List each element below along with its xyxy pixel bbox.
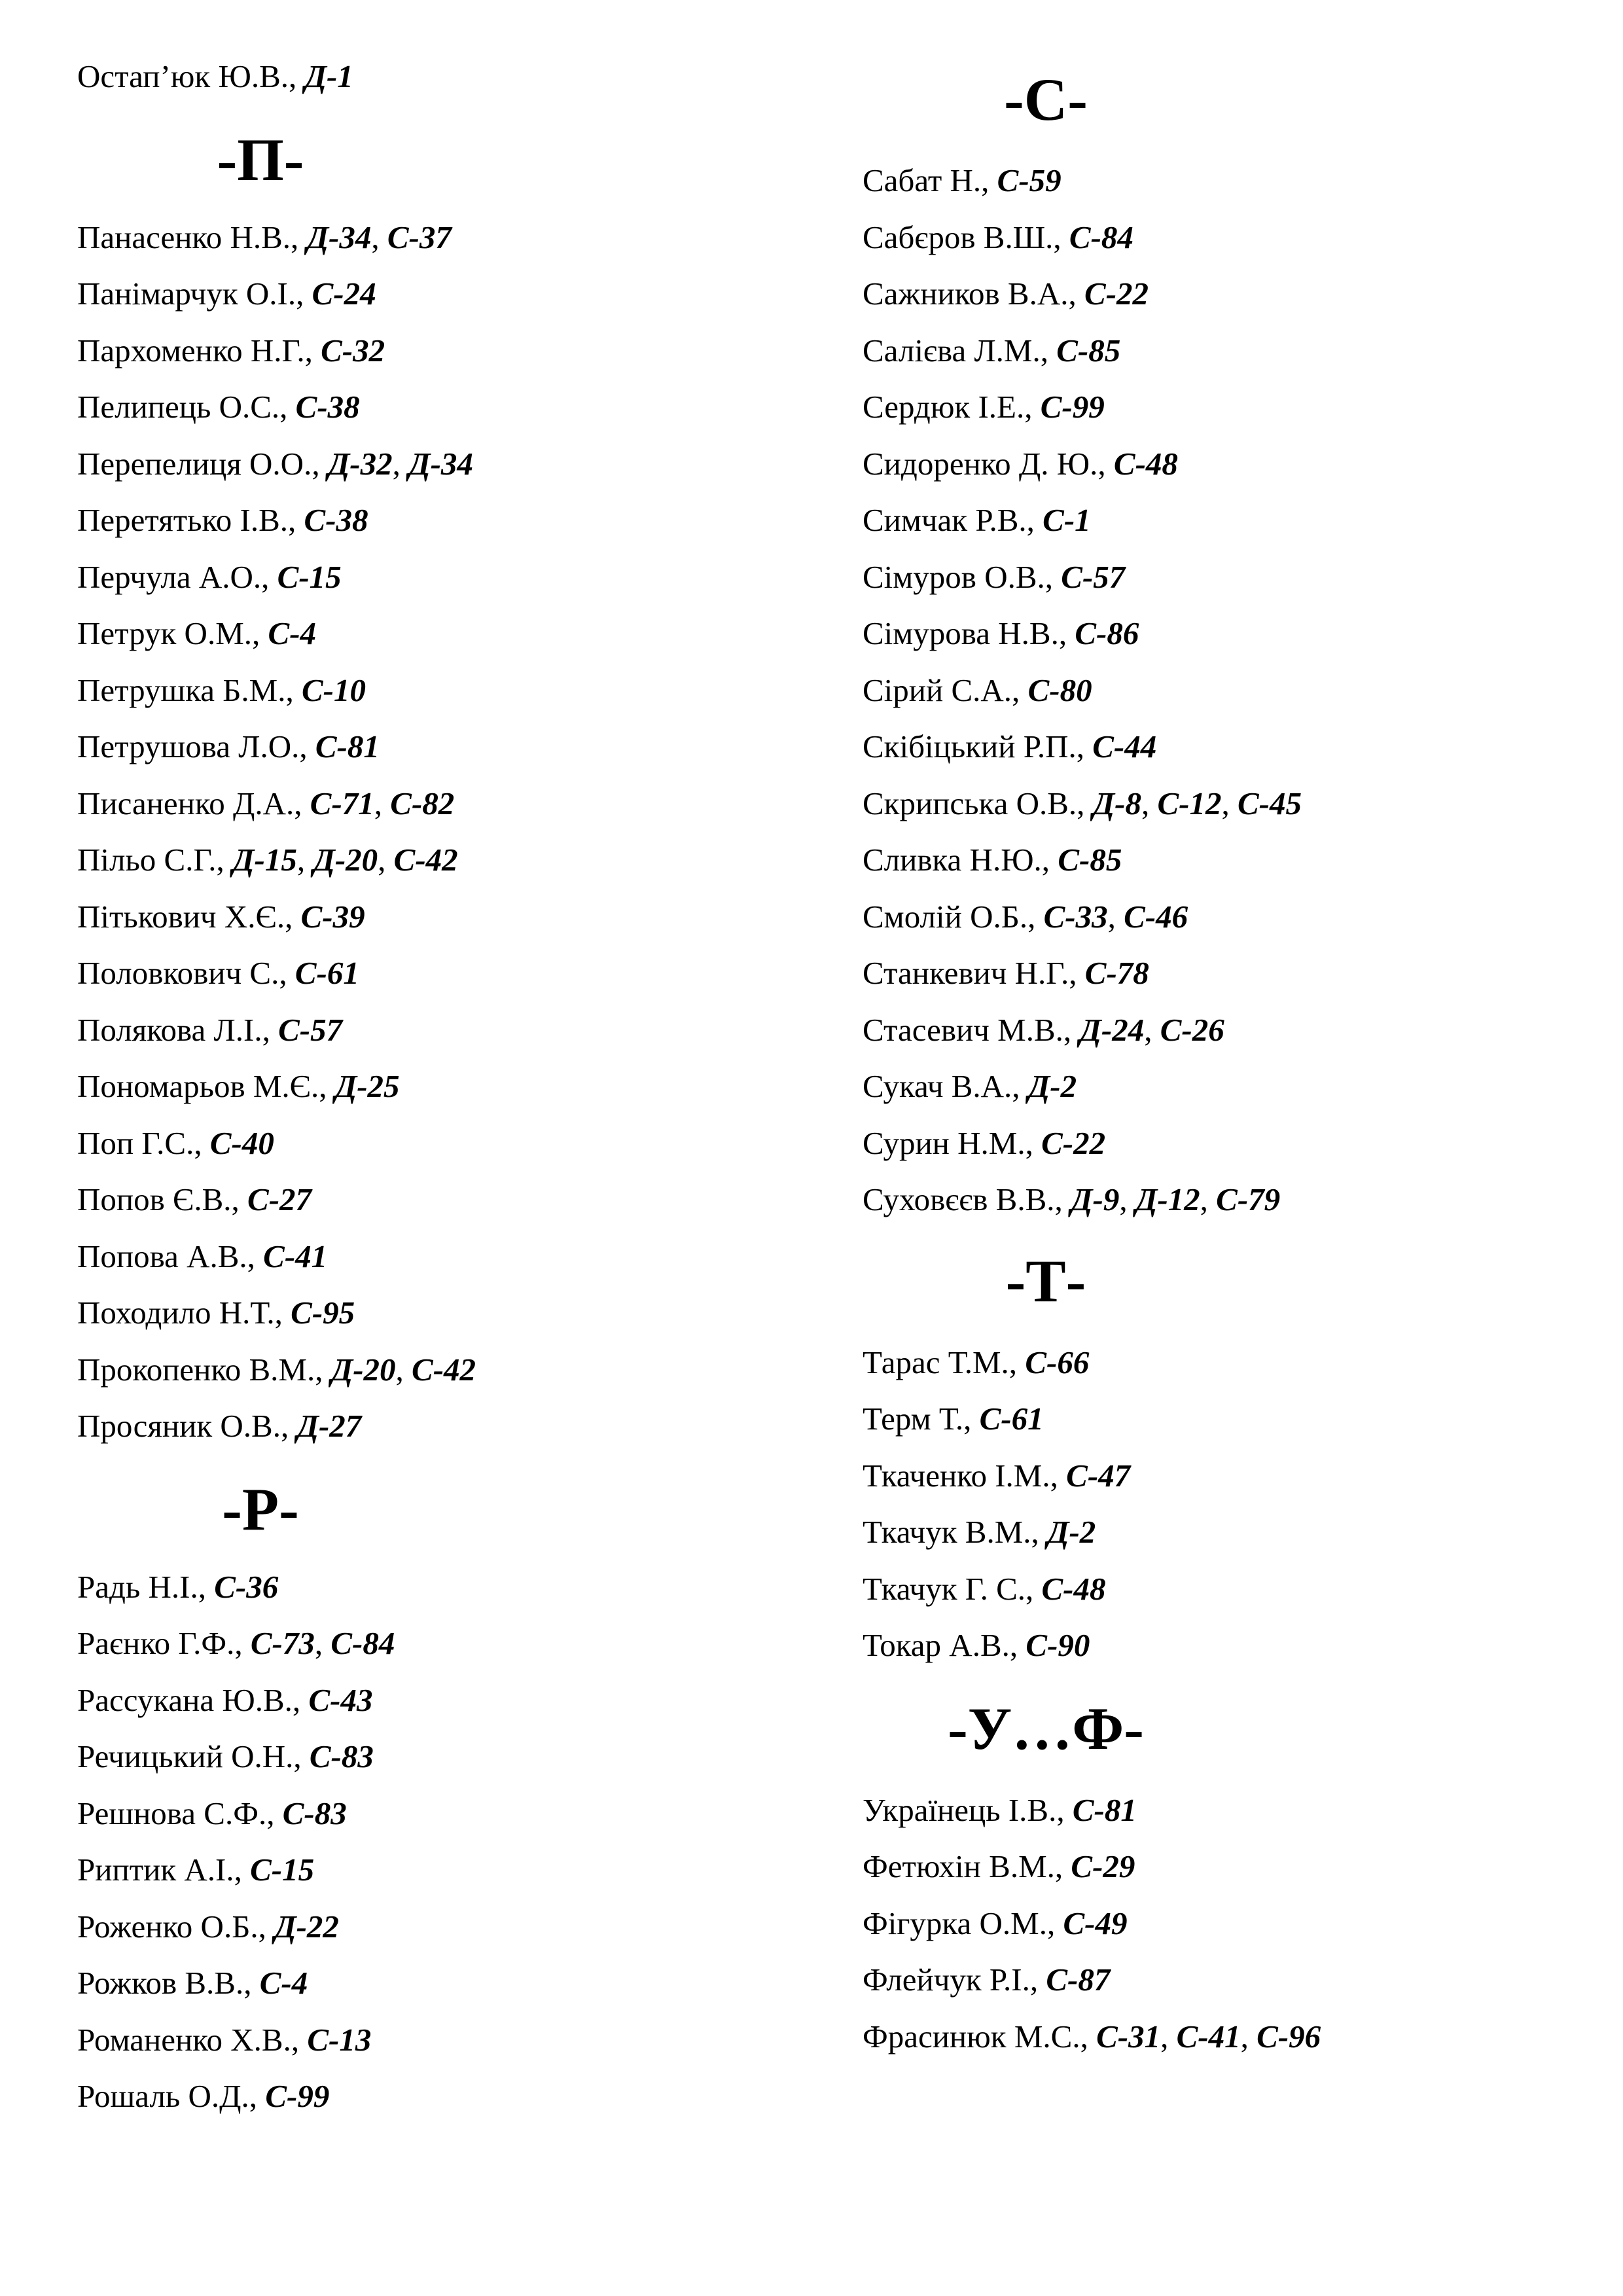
page-reference: С-96 [1257, 2018, 1321, 2054]
index-entry [77, 1293, 355, 1333]
author-name: Суховєєв В.В., [863, 1181, 1063, 1217]
author-name: Пархоменко Н.Г., [77, 332, 313, 368]
index-entry [77, 1568, 278, 1607]
author-name: Скрипська О.В., [863, 785, 1093, 821]
author-name: Сукач В.А., [863, 1068, 1020, 1104]
index-entry [863, 727, 1156, 766]
page-reference: С-31 [1096, 2018, 1161, 2054]
page-reference: Д-20 [330, 1352, 396, 1388]
author-name: Терм Т., [863, 1401, 972, 1437]
author-name: Петрушка Б.М., [77, 672, 294, 708]
page-reference: С-47 [1066, 1458, 1131, 1494]
index-entry [863, 1904, 1127, 1943]
author-name: Ткачук В.М., [863, 1514, 1039, 1550]
index-entry [863, 1513, 1096, 1552]
page-reference: С-15 [277, 559, 342, 595]
index-entry [77, 671, 366, 710]
index-entry [77, 614, 316, 653]
page-reference: С-44 [1092, 728, 1157, 764]
page-reference: Д-34 [306, 219, 372, 255]
author-name: Пономарьов М.Є., [77, 1068, 327, 1104]
page-reference: С-38 [295, 389, 360, 425]
author-name: Сабат Н., [863, 162, 990, 198]
page-reference: Д-1 [304, 58, 353, 94]
author-name: Остап’юк Ю.В., [77, 58, 297, 94]
index-entry [77, 1180, 312, 1219]
index-entry [77, 1794, 347, 1833]
author-name: Симчак Р.В., [863, 502, 1035, 538]
index-entry [863, 161, 1061, 200]
author-name: Пільо С.Г., [77, 842, 224, 878]
page-reference: Д-32 [327, 446, 393, 482]
author-name: Походило Н.Т., [77, 1295, 283, 1331]
section-letter-heading: -Т- [1005, 1247, 1086, 1314]
page-reference: С-38 [304, 502, 368, 538]
page-reference: Д-27 [296, 1408, 362, 1444]
page-reference: С-79 [1216, 1181, 1281, 1217]
page-reference: С-41 [263, 1238, 328, 1274]
index-entry [77, 558, 342, 597]
index-entry [863, 1124, 1105, 1163]
page-reference: С-29 [1071, 1848, 1135, 1884]
page-reference: С-37 [387, 219, 452, 255]
section-letter-heading: -П- [217, 126, 304, 193]
page-reference: С-10 [302, 672, 366, 708]
page-reference: С-41 [1176, 2018, 1241, 2054]
page-reference: Д-9 [1071, 1181, 1120, 1217]
index-entry [863, 1847, 1135, 1886]
index-entry: Писаненко Д.А., С-71, С-82 [77, 785, 455, 821]
index-entry [863, 1343, 1089, 1382]
author-name: Фетюхін В.М., [863, 1848, 1063, 1884]
index-entry [77, 2077, 329, 2116]
page-reference: С-27 [247, 1181, 312, 1217]
index-entry [77, 727, 380, 766]
author-name: Панасенко Н.В., [77, 219, 299, 255]
index-entry [77, 1964, 308, 2003]
author-name: Сірий С.А., [863, 672, 1020, 708]
author-name: Романенко Х.В., [77, 2022, 300, 2058]
author-name: Решнова С.Ф., [77, 1795, 275, 1831]
page-reference: Д-2 [1047, 1514, 1096, 1550]
author-name: Стасевич М.В., [863, 1012, 1072, 1048]
author-name: Сердюк І.Е., [863, 389, 1033, 425]
page-reference: С-48 [1113, 446, 1178, 482]
author-name: Роженко О.Б., [77, 1909, 266, 1945]
index-entry [77, 1681, 372, 1720]
index-entry [77, 1067, 400, 1106]
author-name: Флейчук Р.І., [863, 1962, 1039, 1998]
author-name: Раєнко Г.Ф., [77, 1625, 243, 1661]
page-reference: С-99 [1040, 389, 1105, 425]
author-name: Скібіцький Р.П., [863, 728, 1084, 764]
index-entry: Стасевич М.В., Д-24, С-26 [863, 1012, 1224, 1048]
page-reference: Д-15 [232, 842, 297, 878]
index-entry [77, 1237, 327, 1276]
page-reference: Д-25 [334, 1068, 400, 1104]
index-entry [863, 331, 1120, 370]
author-name: Половкович С., [77, 955, 287, 991]
author-name: Ткаченко І.М., [863, 1458, 1058, 1494]
page-reference: Д-20 [313, 842, 378, 878]
author-name: Рассукана Ю.В., [77, 1682, 301, 1718]
author-name: Попов Є.В., [77, 1181, 240, 1217]
index-entry: Скрипська О.В., Д-8, С-12, С-45 [863, 785, 1302, 821]
page-reference: С-95 [291, 1295, 355, 1331]
page-reference: С-81 [315, 728, 380, 764]
author-name: Салієва Л.М., [863, 332, 1048, 368]
page-reference: С-85 [1058, 842, 1122, 878]
index-entry [77, 1407, 361, 1446]
index-entry [77, 331, 385, 370]
author-name: Просяник О.В., [77, 1408, 289, 1444]
index-entry: Панасенко Н.В., Д-34, С-37 [77, 219, 452, 255]
index-entry [863, 1399, 1044, 1439]
index-entry [77, 954, 359, 993]
author-name: Сурин Н.М., [863, 1125, 1033, 1161]
index-entry [863, 1960, 1110, 2000]
page-reference: С-22 [1041, 1125, 1106, 1161]
author-name: Сімурова Н.В., [863, 615, 1067, 651]
index-entry [77, 897, 365, 937]
author-name: Сабєров В.Ш., [863, 219, 1061, 255]
author-name: Сидоренко Д. Ю., [863, 446, 1106, 482]
author-name: Петрушова Л.О., [77, 728, 308, 764]
author-name: Смолій О.Б., [863, 899, 1036, 935]
section-letter-heading: -С- [1004, 66, 1088, 133]
author-name: Сімуров О.В., [863, 559, 1054, 595]
index-entry [863, 671, 1092, 710]
page-reference: С-83 [282, 1795, 347, 1831]
author-name: Радь Н.І., [77, 1569, 206, 1605]
author-name: Петрук О.М., [77, 615, 260, 651]
page-reference: С-71 [310, 785, 374, 821]
index-entry [863, 1570, 1106, 1609]
page-reference: С-1 [1043, 502, 1091, 538]
page-reference: С-85 [1056, 332, 1121, 368]
index-entry [863, 558, 1125, 597]
page-reference: С-61 [979, 1401, 1044, 1437]
page-reference: Д-22 [274, 1909, 339, 1945]
page-reference: С-4 [259, 1965, 308, 2001]
page-reference: С-84 [1069, 219, 1133, 255]
index-entry [863, 1626, 1090, 1665]
index-entry [863, 444, 1178, 484]
index-entry [77, 274, 376, 314]
page-reference: С-73 [250, 1625, 315, 1661]
page-reference: С-87 [1046, 1962, 1111, 1998]
page-reference: С-46 [1124, 899, 1188, 935]
author-name: Перетятько І.В., [77, 502, 296, 538]
index-entry: Пільо С.Г., Д-15, Д-20, С-42 [77, 842, 458, 878]
author-name: Фігурка О.М., [863, 1905, 1056, 1941]
page-reference: Д-12 [1135, 1181, 1200, 1217]
index-entry [77, 1850, 314, 1890]
page-reference: С-49 [1063, 1905, 1128, 1941]
author-name: Сажников В.А., [863, 276, 1077, 312]
index-entry [77, 501, 368, 540]
page-reference: С-15 [250, 1852, 315, 1888]
index-entry: Раєнко Г.Ф., С-73, С-84 [77, 1625, 395, 1661]
index-entry: Перепелиця О.О., Д-32, Д-34 [77, 446, 473, 482]
page-reference: Д-34 [408, 446, 473, 482]
page-reference: С-80 [1027, 672, 1092, 708]
author-name: Станкевич Н.Г., [863, 955, 1077, 991]
author-name: Пелипець О.С., [77, 389, 288, 425]
page-reference: С-24 [312, 276, 376, 312]
page-reference: С-99 [265, 2078, 330, 2114]
page-reference: Д-8 [1092, 785, 1141, 821]
index-entry: Прокопенко В.М., Д-20, С-42 [77, 1352, 476, 1388]
author-name: Рожков В.В., [77, 1965, 252, 2001]
index-entry [863, 1456, 1130, 1496]
index-entry [863, 501, 1091, 540]
page-reference: С-59 [997, 162, 1061, 198]
page-reference: С-39 [300, 899, 365, 935]
author-name: Фрасинюк М.С., [863, 2018, 1088, 2054]
page-reference: С-90 [1026, 1627, 1090, 1663]
author-name: Писаненко Д.А., [77, 785, 302, 821]
page-reference: С-81 [1072, 1792, 1137, 1828]
page-reference: С-42 [412, 1352, 476, 1388]
section-letter-heading: -Р- [222, 1476, 299, 1543]
index-entry [863, 614, 1139, 653]
index-entry [863, 954, 1149, 993]
index-entry [863, 387, 1105, 427]
author-name: Ткачук Г. С., [863, 1571, 1034, 1607]
index-entry: Фрасинюк М.С., С-31, С-41, С-96 [863, 2018, 1321, 2054]
page-reference: С-86 [1075, 615, 1139, 651]
page-reference: С-57 [1061, 559, 1126, 595]
page-reference: С-33 [1043, 899, 1108, 935]
page-reference: Д-24 [1079, 1012, 1145, 1048]
section-letter-heading: -У…Ф- [948, 1695, 1144, 1762]
page-reference: С-57 [278, 1012, 343, 1048]
page-reference: Д-2 [1027, 1068, 1077, 1104]
author-name: Прокопенко В.М., [77, 1352, 323, 1388]
index-entry [863, 274, 1149, 314]
page-reference: С-4 [268, 615, 317, 651]
page-reference: С-61 [294, 955, 359, 991]
index-entry [77, 1011, 342, 1050]
index-entry [77, 1907, 339, 1946]
index-entry [863, 218, 1133, 257]
page-reference: С-43 [308, 1682, 373, 1718]
index-entry [77, 1124, 274, 1163]
author-name: Попова А.В., [77, 1238, 255, 1274]
index-entry [863, 1791, 1137, 1830]
author-name: Речицький О.Н., [77, 1738, 302, 1774]
page-reference: С-32 [321, 332, 385, 368]
page-reference: С-22 [1084, 276, 1149, 312]
page-reference: С-13 [307, 2022, 372, 2058]
page-reference: С-40 [209, 1125, 274, 1161]
page-reference: С-12 [1157, 785, 1222, 821]
author-name: Панімарчук О.І., [77, 276, 304, 312]
page-reference: С-45 [1237, 785, 1302, 821]
index-entry [77, 2020, 371, 2060]
page-reference: С-36 [214, 1569, 279, 1605]
index-entry [863, 840, 1122, 880]
page-reference: С-48 [1041, 1571, 1106, 1607]
page-reference: С-82 [390, 785, 455, 821]
author-name: Риптик А.І., [77, 1852, 242, 1888]
page-reference: С-84 [330, 1625, 395, 1661]
page-reference: С-83 [309, 1738, 374, 1774]
author-name: Пітькович Х.Є., [77, 899, 293, 935]
author-name: Тарас Т.М., [863, 1344, 1018, 1380]
author-name: Рошаль О.Д., [77, 2078, 258, 2114]
page-reference: С-26 [1160, 1012, 1224, 1048]
author-name: Поп Г.С., [77, 1125, 202, 1161]
index-entry: Смолій О.Б., С-33, С-46 [863, 899, 1188, 935]
page-reference: С-42 [393, 842, 458, 878]
index-entry [77, 387, 360, 427]
author-name: Перепелиця О.О., [77, 446, 320, 482]
index-entry [77, 1737, 374, 1776]
author-name: Перчула А.О., [77, 559, 270, 595]
page-reference: С-78 [1084, 955, 1149, 991]
index-entry: Суховєєв В.В., Д-9, Д-12, С-79 [863, 1181, 1281, 1217]
author-name: Токар А.В., [863, 1627, 1018, 1663]
index-entry [863, 1067, 1077, 1106]
index-entry [77, 57, 353, 96]
author-name: Полякова Л.І., [77, 1012, 270, 1048]
page-reference: С-66 [1025, 1344, 1090, 1380]
author-name: Українець І.В., [863, 1792, 1065, 1828]
author-name: Сливка Н.Ю., [863, 842, 1050, 878]
